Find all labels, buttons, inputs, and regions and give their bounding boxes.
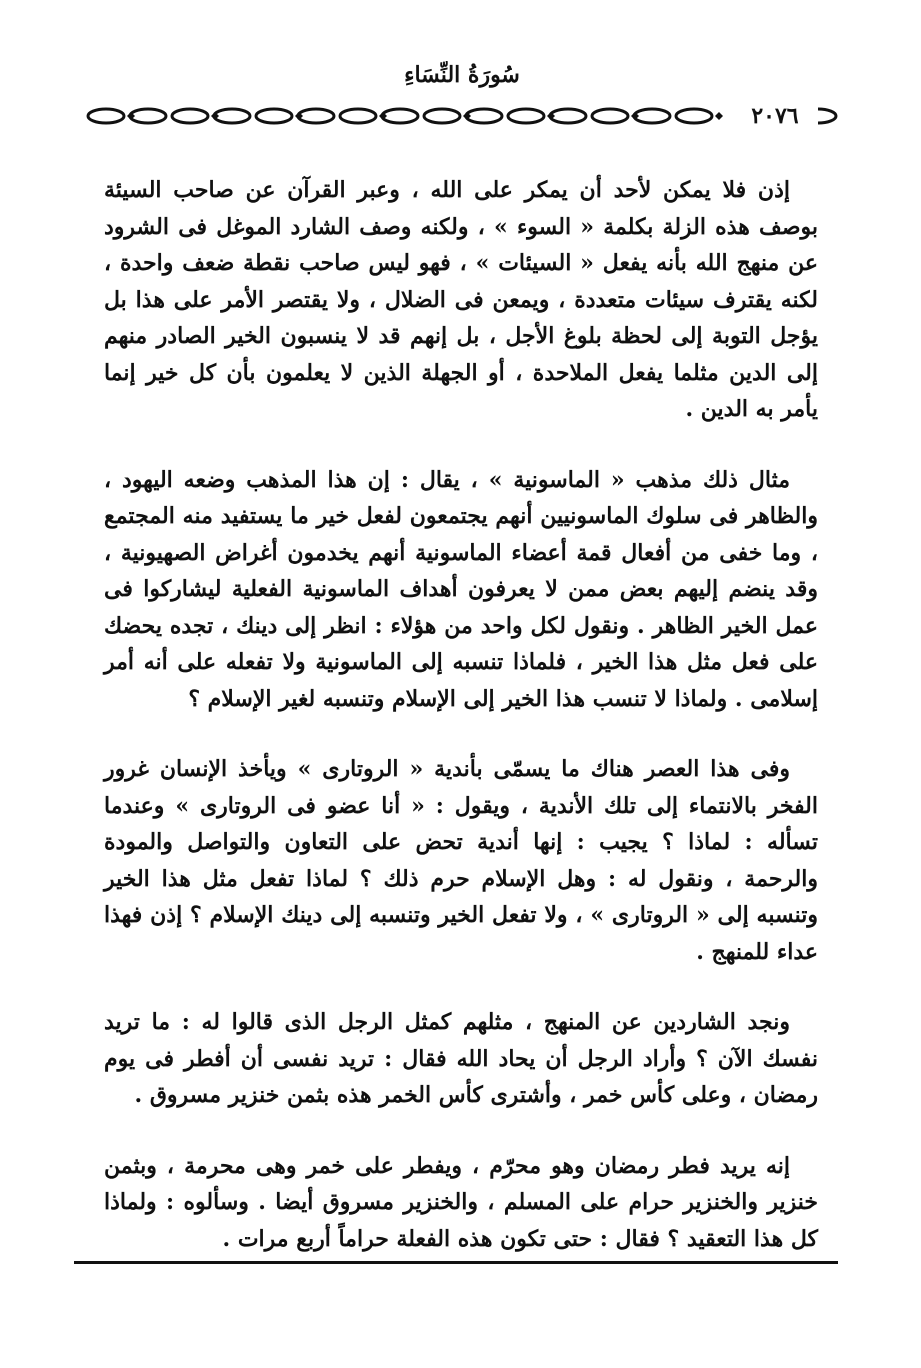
paragraph: وفى هذا العصر هناك ما يسمّى بأندية « الروتارى » ويأخذ الإنسان غرور الفخر بالانتماء إلى تلك الأندية ، ويقول : « أنا عضو فى الروتارى » وعندما تسأله : لماذا ؟ يجيب : إنها أندية تحض على التعاون والتواصل والمودة والرحمة ، ونقول له : وهل الإسلام حرم ذلك ؟ لماذا تفعل مثل هذا الخير وتنسبه إلى « الروتارى » ، ولا تفعل الخير وتنسبه إلى دينك الإسلام ؟ إذن فهذا عداء للمنهج .	[104, 756, 818, 965]
page-number: ٢٠٧٦	[732, 105, 818, 127]
paragraph: ونجد الشاردين عن المنهج ، مثلهم كمثل الرجل الذى قالوا له : ما تريد نفسك الآن ؟ وأراد الرجل أن يحاد الله فقال : تريد نفسى أن أفطر فى يوم رمضان ، وعلى كأس خمر ، وأشترى كأس الخمر هذه بثمن خنزير مسروق .	[104, 1009, 818, 1108]
paragraph: إذن فلا يمكن لأحد أن يمكر على الله ، وعبر القرآن عن صاحب السيئة بوصف هذه الزلة بكلمة « السوء » ، ولكنه وصف الشارد الموغل فى الشرود عن منهج الله بأنه يفعل « السيئات » ، فهو ليس صاحب نقطة ضعف واحدة ، لكنه يقترف سيئات متعددة ، ويمعن فى الضلال ، ولا يقتصر الأمر على هذا بل يؤجل التوبة إلى لحظة بلوغ الأجل ، بل إنهم قد لا ينسبون الخير الصادر منهم إلى الدين مثلما يفعل الملاحدة ، أو الجهلة الذين لا يعلمون بأن كل خير إنما يأمر به الدين .	[104, 177, 818, 422]
surah-title: سُورَةُ النِّسَاءِ	[404, 62, 520, 88]
page-header	[82, 60, 842, 140]
ornamental-chain-border	[82, 102, 842, 130]
main-text	[104, 172, 818, 1291]
footer-rule	[74, 1261, 838, 1264]
paragraph: مثال ذلك مذهب « الماسونية » ، يقال : إن هذا المذهب وضعه اليهود ، والظاهر فى سلوك الماسونيين أنهم يجتمعون لفعل خير ما يستفيد منه المجتمع ، وما خفى من أفعال قمة أعضاء الماسونية أنهم يخدمون أغراض الصهيونية ، وقد ينضم إليهم بعض ممن لا يعرفون أهداف الماسونية الفعلية ليشاركوا فى عمل الخير الظاهر . ونقول لكل واحد من هؤلاء : انظر إلى دينك ، تجده يحضك على فعل مثل هذا الخير ، فلماذا تنسبه إلى الماسونية ولا تفعله على أنه أمر إسلامى . ولماذا لا تنسب هذا الخير إلى الإسلام وتنسبه لغير الإسلام ؟	[104, 466, 818, 712]
paragraph: إنه يريد فطر رمضان وهو محرّم ، ويفطر على خمر وهى محرمة ، وبثمن خنزير والخنزير حرام على المسلم ، والخنزير مسروق أيضا . وسألوه : ولماذا كل هذا التعقيد ؟ فقال : حتى تكون هذه الفعلة حراماً أربع مرات .	[104, 1152, 818, 1252]
